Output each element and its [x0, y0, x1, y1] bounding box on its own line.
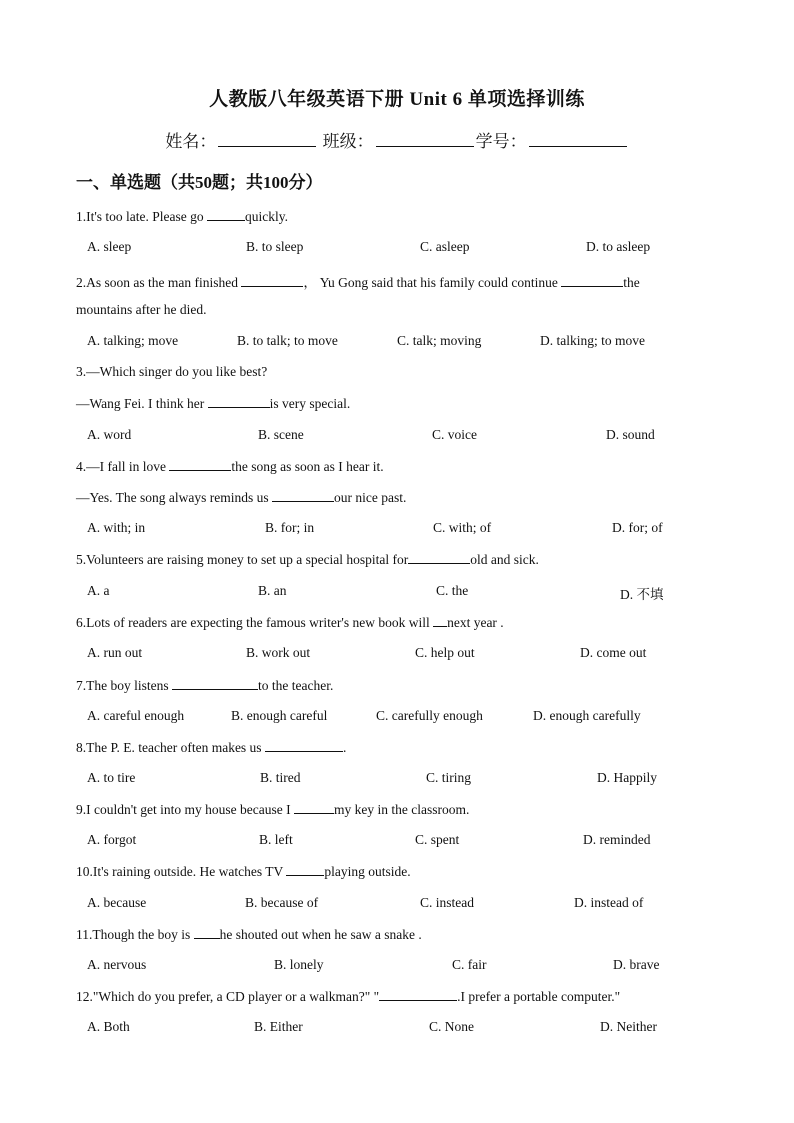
question-text: old and sick.: [470, 552, 539, 567]
question-text: 6.Lots of readers are expecting the famous writer's new book will: [76, 615, 434, 630]
question-text: 8.The P. E. teacher often makes us: [76, 740, 265, 755]
question-text: —Yes. The song always reminds us: [76, 490, 273, 505]
option-b[interactable]: B. enough careful: [231, 708, 328, 723]
option-a[interactable]: A. a: [87, 583, 110, 598]
question-text: 7.The boy listens: [76, 678, 172, 693]
question-text: our nice past.: [334, 490, 407, 505]
question-6: [76, 614, 696, 631]
question-text: to the teacher.: [258, 678, 334, 693]
question-text: playing outside.: [324, 864, 411, 879]
answer-blank: [433, 614, 447, 627]
name-label: 姓名：: [165, 132, 217, 151]
option-d[interactable]: D. talking; to move: [540, 333, 645, 348]
answer-blank: [294, 801, 334, 814]
option-d[interactable]: D. to asleep: [586, 239, 651, 254]
option-a[interactable]: A. with; in: [87, 520, 146, 535]
question-text: ， Yu Gong said that his family could continue: [303, 275, 562, 290]
question-text: the: [623, 275, 640, 290]
option-d[interactable]: D. enough carefully: [533, 708, 641, 723]
question-9: [76, 801, 696, 818]
answer-blank: [207, 208, 245, 221]
answer-blank: [208, 395, 270, 408]
question-text: the song as soon as I hear it.: [231, 459, 384, 474]
question-text: he shouted out when he saw a snake .: [219, 927, 422, 942]
question-text: next year .: [447, 615, 504, 630]
option-d[interactable]: D. 不填: [620, 587, 664, 602]
option-a[interactable]: A. word: [87, 427, 132, 442]
option-c[interactable]: C. talk; moving: [397, 333, 482, 348]
option-c[interactable]: C. the: [436, 583, 469, 598]
option-b[interactable]: B. scene: [258, 427, 304, 442]
option-c[interactable]: C. fair: [452, 957, 487, 972]
answer-blank: [172, 677, 258, 690]
option-b[interactable]: B. work out: [246, 645, 311, 660]
option-d[interactable]: D. reminded: [583, 832, 651, 847]
option-c[interactable]: C. asleep: [420, 239, 470, 254]
option-c[interactable]: C. spent: [415, 832, 460, 847]
option-a[interactable]: A. sleep: [87, 239, 132, 254]
option-b[interactable]: B. an: [258, 583, 287, 598]
option-a[interactable]: A. nervous: [87, 957, 147, 972]
student-info-line: [0, 127, 794, 152]
option-b[interactable]: B. Either: [254, 1019, 303, 1034]
number-blank[interactable]: [529, 131, 627, 147]
question-8: [76, 739, 696, 756]
question-text: quickly.: [245, 209, 289, 224]
question-text: 11.Though the boy is: [76, 927, 194, 942]
question-text: .I prefer a portable computer.": [457, 989, 621, 1004]
question-4-line-2: [76, 489, 696, 506]
answer-blank: [286, 863, 324, 876]
option-c[interactable]: C. carefully enough: [376, 708, 483, 723]
option-a[interactable]: A. run out: [87, 645, 143, 660]
option-a[interactable]: A. talking; move: [87, 333, 179, 348]
question-11: [76, 926, 696, 943]
question-4: [76, 458, 696, 475]
answer-blank: [194, 926, 220, 939]
question-text: my key in the classroom.: [334, 802, 470, 817]
option-d[interactable]: D. sound: [606, 427, 655, 442]
number-label: 学号：: [475, 132, 527, 151]
option-d[interactable]: D. Neither: [600, 1019, 657, 1034]
option-d[interactable]: D. brave: [613, 957, 660, 972]
question-text: .: [342, 740, 347, 755]
page-title: 人教版八年级英语下册 Unit 6 单项选择训练: [209, 89, 585, 110]
option-c[interactable]: C. instead: [420, 895, 474, 910]
question-3: 3.—Which singer do you like best?: [76, 364, 268, 379]
question-text: 10.It's raining outside. He watches TV: [76, 864, 287, 879]
option-b[interactable]: B. tired: [260, 770, 301, 785]
name-blank[interactable]: [218, 131, 316, 147]
answer-blank: [272, 489, 334, 502]
question-1: [76, 208, 696, 225]
question-text: is very special.: [269, 396, 351, 411]
question-text: —Wang Fei. I think her: [76, 396, 208, 411]
question-2: [76, 271, 696, 291]
option-b[interactable]: B. to talk; to move: [237, 333, 338, 348]
option-c[interactable]: C. with; of: [433, 520, 492, 535]
question-5: [76, 551, 696, 568]
option-c[interactable]: C. tiring: [426, 770, 472, 785]
option-d[interactable]: D. instead of: [574, 895, 644, 910]
question-7: [76, 677, 696, 694]
option-c[interactable]: C. help out: [415, 645, 475, 660]
answer-blank: [265, 739, 343, 752]
option-d[interactable]: D. come out: [580, 645, 647, 660]
question-text: 12."Which do you prefer, a CD player or a walkman?" ": [76, 989, 380, 1004]
option-b[interactable]: B. to sleep: [246, 239, 304, 254]
section-heading: 一、单选题（共50题；共100分）: [76, 173, 323, 192]
answer-blank: [561, 274, 623, 287]
answer-blank: [379, 988, 457, 1001]
option-a[interactable]: A. because: [87, 895, 147, 910]
answer-blank: [241, 274, 303, 287]
option-b[interactable]: B. left: [259, 832, 293, 847]
question-3-line-2: [76, 395, 696, 412]
question-10: [76, 863, 696, 880]
option-d[interactable]: D. Happily: [597, 770, 657, 785]
option-a[interactable]: A. Both: [87, 1019, 130, 1034]
question-text: 2.As soon as the man finished: [76, 275, 242, 290]
option-a[interactable]: A. careful enough: [87, 708, 185, 723]
answer-blank: [408, 551, 470, 564]
question-text: 4.—I fall in love: [76, 459, 170, 474]
answer-blank: [169, 458, 231, 471]
option-b[interactable]: B. because of: [245, 895, 319, 910]
option-b[interactable]: B. for; in: [265, 520, 315, 535]
option-a[interactable]: A. to tire: [87, 770, 136, 785]
question-text: 9.I couldn't get into my house because I: [76, 802, 295, 817]
question-text: 1.It's too late. Please go: [76, 209, 208, 224]
question-text: 5.Volunteers are raising money to set up a special hospital for: [76, 552, 409, 567]
class-blank[interactable]: [376, 131, 474, 147]
option-b[interactable]: B. lonely: [274, 957, 324, 972]
option-a[interactable]: A. forgot: [87, 832, 137, 847]
option-d[interactable]: D. for; of: [612, 520, 663, 535]
option-c[interactable]: C. voice: [432, 427, 477, 442]
class-label: 班级：: [322, 132, 374, 151]
question-12: [76, 988, 696, 1005]
question-2-line-2: mountains after he died.: [76, 302, 207, 317]
option-c[interactable]: C. None: [429, 1019, 474, 1034]
